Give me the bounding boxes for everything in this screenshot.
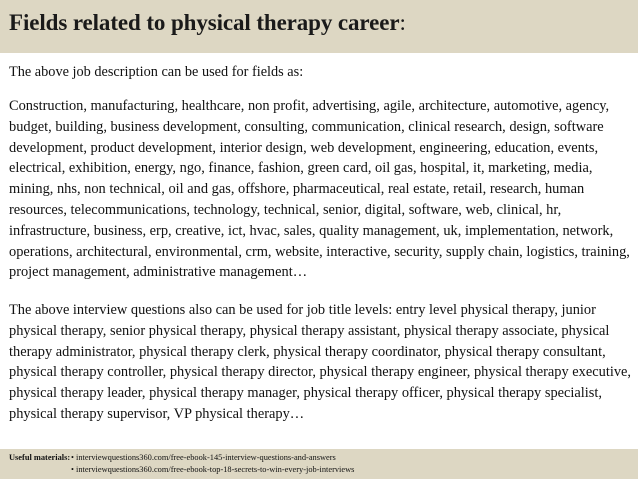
fields-paragraph: Construction, manufacturing, healthcare, non profit, advertising, agile, architecture, automotive, agency, budget, building, business development, consulting, communication, clinical research, design, software development, product development, interior design, web development, engineering, education, events, electrical, exhibition, energy, ngo, finance, fashion, green card, oil gas, hospital, it, marketing, media, mining, nhs, non technical, oil and gas, offshore, pharmaceutical, real estate, retail, research, human resources, telecommunications, technology, technical, senior, digital, software, web, clinical, hr, infrastructure, business, erp, creative, ict, hvac, sales, quality management, uk, implementation, network, operations, architectural, environmental, crm, website, interactive, security, supply chain, logistics, training, project management, administrative management… <box>9 98 630 281</box>
footer-row-2 <box>9 464 638 476</box>
job-titles-paragraph: The above interview questions also can be used for job title levels: entry level physical therapy, junior physical therapy, senior physical therapy, physical therapy assistant, physical therapy associate, physical therapy administrator, physical therapy clerk, physical therapy coordinator, physical therapy consultant, physical therapy controller, physical therapy director, physical therapy engineer, physical therapy executive, physical therapy leader, physical therapy manager, physical therapy officer, physical therapy specialist, physical therapy supervisor, VP physical therapy… <box>9 302 632 422</box>
page-title-colon: : <box>399 10 406 35</box>
footer-label: Useful materials: <box>9 453 71 462</box>
page-title <box>9 10 638 36</box>
footer-bar <box>0 449 638 479</box>
footer-link-2[interactable]: • interviewquestions360.com/free-ebook-top-18-secrets-to-win-every-job-interviews <box>71 465 355 474</box>
footer-row-1 <box>9 452 638 464</box>
title-bar <box>0 0 638 53</box>
intro-text: The above job description can be used for fields as: <box>9 64 304 80</box>
footer-link-1[interactable]: • interviewquestions360.com/free-ebook-145-interview-questions-and-answers <box>71 453 336 462</box>
footer-spacer <box>9 464 71 476</box>
page-title-text: Fields related to physical therapy career <box>9 10 400 35</box>
